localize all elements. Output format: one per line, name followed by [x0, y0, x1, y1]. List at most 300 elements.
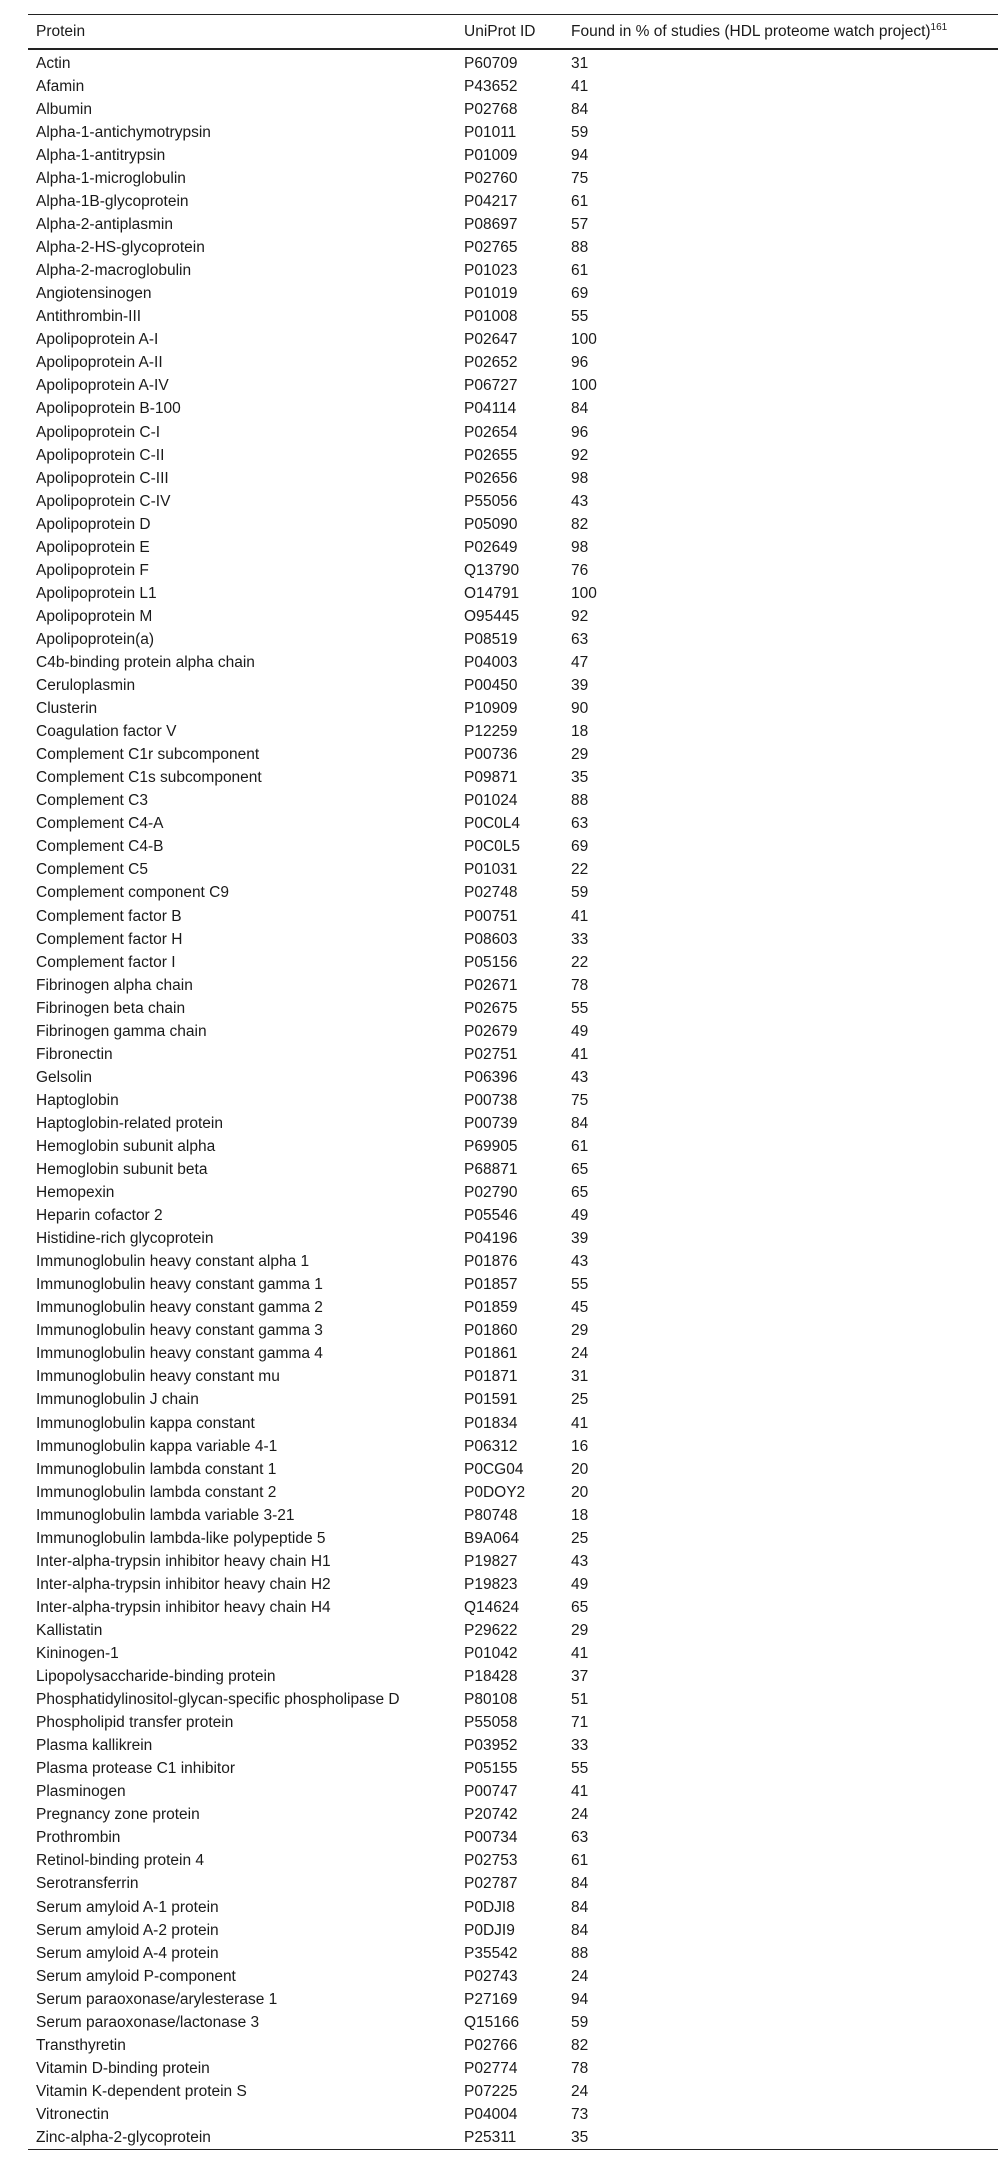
table-row: [28, 1412, 998, 1435]
table-row: [28, 674, 998, 697]
uniprot-id-cell: P05090: [464, 515, 518, 533]
found-percent-cell: 73: [571, 2105, 589, 2123]
table-row: [28, 605, 998, 628]
table-row: [28, 421, 998, 444]
uniprot-id-cell: P02654: [464, 423, 518, 441]
protein-name-cell: Hemoglobin subunit alpha: [36, 1137, 216, 1155]
uniprot-id-cell: P12259: [464, 723, 518, 741]
protein-name-cell: Apolipoprotein F: [36, 561, 149, 579]
table-row: [28, 1297, 998, 1320]
table-row: [28, 2057, 998, 2080]
uniprot-id-cell: P29622: [464, 1621, 518, 1639]
table-row: [28, 1850, 998, 1873]
table-row: [28, 444, 998, 467]
uniprot-id-cell: P0DOY2: [464, 1483, 526, 1501]
table-row: [28, 513, 998, 536]
found-percent-cell: 24: [571, 1345, 589, 1363]
table-row: [28, 490, 998, 513]
uniprot-id-cell: P18428: [464, 1668, 518, 1686]
found-percent-cell: 41: [571, 1645, 589, 1662]
table-row: [28, 582, 998, 605]
found-percent-cell: 29: [571, 1322, 589, 1340]
found-percent-cell: 35: [563, 2126, 998, 2150]
table-row: [28, 743, 998, 766]
table-row: [28, 1066, 998, 1089]
protein-name-cell: Apolipoprotein D: [36, 515, 151, 533]
found-percent-cell: 100: [571, 584, 597, 602]
table-row: [28, 859, 998, 882]
uniprot-id-cell: P20742: [464, 1806, 518, 1824]
uniprot-id-cell: P01860: [464, 1322, 518, 1340]
protein-name-cell: Hemopexin: [36, 1184, 115, 1202]
protein-name-cell: Transthyretin: [36, 2036, 126, 2054]
table-row: [28, 1642, 998, 1665]
uniprot-id-cell: P55056: [464, 492, 518, 510]
found-percent-cell: 82: [571, 515, 589, 533]
protein-name-cell: Apolipoprotein C-II: [36, 446, 165, 464]
uniprot-id-cell: P00734: [464, 1829, 518, 1847]
table-row: [28, 1596, 998, 1619]
uniprot-id-cell: P02790: [464, 1184, 518, 1202]
protein-name-cell: Immunoglobulin kappa variable 4-1: [36, 1437, 278, 1455]
uniprot-id-cell: Q14624: [464, 1598, 520, 1616]
found-percent-cell: 75: [571, 1091, 589, 1109]
table-row: [28, 1965, 998, 1988]
uniprot-id-cell: P68871: [464, 1161, 518, 1179]
table-row: [28, 1550, 998, 1573]
table-row: [28, 1711, 998, 1734]
table-row: [28, 1343, 998, 1366]
table-row: [28, 882, 998, 905]
uniprot-id-cell: P08603: [464, 930, 518, 948]
uniprot-id-cell: P19823: [464, 1575, 518, 1593]
uniprot-id-cell: O14791: [464, 584, 520, 602]
table-row: [28, 467, 998, 490]
protein-name-cell: Gelsolin: [36, 1068, 92, 1086]
uniprot-id-cell: P0C0L4: [464, 815, 521, 833]
protein-name-cell: Apolipoprotein A-II: [36, 354, 163, 372]
table-row: [28, 951, 998, 974]
protein-name-cell: Alpha-1-antitrypsin: [36, 146, 166, 164]
protein-name-cell: Apolipoprotein E: [36, 538, 150, 556]
protein-name-cell: Kininogen-1: [36, 1645, 119, 1662]
protein-name-cell: Vitamin D-binding protein: [36, 2059, 210, 2077]
protein-name-cell: Fibrinogen alpha chain: [36, 976, 193, 994]
table-row: [28, 144, 998, 167]
protein-name-cell: Fibronectin: [36, 1045, 113, 1063]
protein-name-cell: Alpha-1B-glycoprotein: [36, 193, 189, 211]
table-row: [28, 1435, 998, 1458]
found-percent-cell: 41: [571, 77, 589, 95]
protein-name-cell: Complement C1s subcomponent: [36, 769, 262, 787]
protein-name-cell: Serum paraoxonase/lactonase 3: [36, 2013, 260, 2031]
uniprot-id-cell: P69905: [464, 1137, 518, 1155]
found-percent-cell: 55: [571, 999, 589, 1017]
protein-name-cell: Apolipoprotein C-III: [36, 469, 169, 487]
uniprot-id-cell: P02760: [464, 170, 518, 187]
uniprot-id-cell: P04196: [464, 1230, 518, 1248]
found-percent-cell: 25: [571, 1391, 589, 1409]
found-percent-cell: 24: [571, 2082, 589, 2100]
uniprot-id-cell: P01011: [464, 123, 517, 141]
table-row: [28, 398, 998, 421]
header-row: [28, 15, 998, 50]
protein-name-cell: Complement C5: [36, 861, 148, 879]
protein-name-cell: Clusterin: [36, 700, 98, 718]
protein-name-cell: Immunoglobulin heavy constant gamma 1: [36, 1276, 323, 1294]
found-percent-cell: 57: [571, 216, 589, 234]
found-percent-cell: 22: [571, 861, 589, 879]
table-row: [28, 928, 998, 951]
uniprot-id-cell: P02675: [464, 999, 518, 1017]
uniprot-id-cell: P02787: [464, 1875, 518, 1893]
protein-name-cell: Plasma kallikrein: [36, 1737, 153, 1755]
uniprot-id-cell: P0DJI8: [464, 1898, 515, 1916]
found-percent-cell: 18: [571, 723, 589, 741]
table-row: [28, 1020, 998, 1043]
uniprot-id-cell: Q13790: [464, 561, 520, 579]
found-percent-cell: 75: [571, 170, 589, 187]
found-percent-cell: 88: [571, 792, 589, 810]
protein-name-cell: Immunoglobulin lambda-like polypeptide 5: [36, 1529, 326, 1547]
header-found-reference: 161: [930, 21, 948, 33]
found-percent-cell: 43: [571, 1068, 589, 1086]
found-percent-cell: 55: [571, 1276, 589, 1294]
table-row: [28, 75, 998, 98]
table-row: [28, 352, 998, 375]
found-percent-cell: 43: [571, 492, 589, 510]
protein-name-cell: Immunoglobulin lambda constant 2: [36, 1483, 277, 1501]
found-percent-cell: 84: [571, 400, 589, 418]
uniprot-id-cell: P43652: [464, 77, 518, 95]
uniprot-id-cell: P01834: [464, 1414, 518, 1432]
protein-name-cell: Haptoglobin: [36, 1091, 119, 1109]
uniprot-id-cell: P06312: [464, 1437, 518, 1455]
protein-name-cell: Ceruloplasmin: [36, 677, 136, 695]
table-row: [28, 1827, 998, 1850]
protein-name-cell: Immunoglobulin heavy constant gamma 3: [36, 1322, 323, 1340]
found-percent-cell: 88: [571, 239, 589, 257]
protein-name-cell: Complement C3: [36, 792, 148, 810]
found-percent-cell: 61: [571, 262, 589, 280]
found-percent-cell: 78: [571, 976, 589, 994]
protein-name-cell: Immunoglobulin kappa constant: [36, 1414, 255, 1432]
found-percent-cell: 55: [571, 1760, 589, 1778]
found-percent-cell: 100: [571, 377, 597, 395]
uniprot-id-cell: P35542: [464, 1944, 518, 1962]
protein-name-cell: Heparin cofactor 2: [36, 1207, 163, 1225]
uniprot-id-cell: P02766: [464, 2036, 518, 2054]
uniprot-id-cell: P01023: [464, 262, 518, 280]
protein-name-cell: Apolipoprotein C-I: [36, 423, 161, 441]
found-percent-cell: 45: [571, 1299, 589, 1317]
found-percent-cell: 63: [571, 815, 589, 833]
uniprot-id-cell: P01859: [464, 1299, 518, 1317]
found-percent-cell: 16: [571, 1437, 589, 1455]
table-row: [28, 1781, 998, 1804]
table-row: [28, 1181, 998, 1204]
uniprot-id-cell: P01876: [464, 1253, 518, 1271]
protein-name-cell: Complement C1r subcomponent: [36, 746, 260, 764]
uniprot-id-cell: P02765: [464, 239, 518, 257]
protein-name-cell: Alpha-1-microglobulin: [36, 170, 186, 187]
table-row: [28, 329, 998, 352]
found-percent-cell: 84: [571, 100, 589, 118]
table-row: [28, 1665, 998, 1688]
table-row: [28, 282, 998, 305]
table-row: [28, 236, 998, 259]
found-percent-cell: 94: [571, 146, 589, 164]
uniprot-id-cell: Q15166: [464, 2013, 520, 2031]
protein-name-cell: Complement factor I: [36, 953, 176, 971]
found-percent-cell: 96: [571, 354, 589, 372]
protein-name-cell: Immunoglobulin heavy constant mu: [36, 1368, 280, 1386]
uniprot-id-cell: P19827: [464, 1552, 518, 1570]
uniprot-id-cell: P02751: [464, 1045, 518, 1063]
table-row: [28, 790, 998, 813]
table-row: [28, 1112, 998, 1135]
found-percent-cell: 94: [571, 1990, 589, 2008]
uniprot-id-cell: P02671: [464, 976, 518, 994]
table-row: [28, 1204, 998, 1227]
uniprot-id-cell: P00751: [464, 907, 518, 925]
protein-name-cell: Zinc-alpha-2-glycoprotein: [28, 2126, 456, 2150]
uniprot-id-cell: P80748: [464, 1506, 518, 1524]
found-percent-cell: 41: [571, 1414, 589, 1432]
table-row: [28, 720, 998, 743]
protein-name-cell: Hemoglobin subunit beta: [36, 1161, 208, 1179]
found-percent-cell: 20: [571, 1483, 589, 1501]
uniprot-id-cell: P02774: [464, 2059, 518, 2077]
uniprot-id-cell: P08697: [464, 216, 518, 234]
table-row: [28, 2103, 998, 2126]
protein-name-cell: Plasma protease C1 inhibitor: [36, 1760, 236, 1778]
protein-name-cell: Retinol-binding protein 4: [36, 1852, 205, 1870]
table-row: [28, 628, 998, 651]
found-percent-cell: 82: [571, 2036, 589, 2054]
uniprot-id-cell: P00747: [464, 1783, 518, 1801]
table-row: [28, 766, 998, 789]
found-percent-cell: 61: [571, 1852, 589, 1870]
found-percent-cell: 33: [571, 1737, 589, 1755]
protein-name-cell: Alpha-2-HS-glycoprotein: [36, 239, 205, 257]
found-percent-cell: 59: [571, 2013, 589, 2031]
table-row: [28, 997, 998, 1020]
table-row: [28, 1873, 998, 1896]
protein-name-cell: Prothrombin: [36, 1829, 121, 1847]
protein-name-cell: Apolipoprotein M: [36, 607, 153, 625]
protein-name-cell: Apolipoprotein A-IV: [36, 377, 169, 395]
protein-name-cell: Immunoglobulin heavy constant gamma 2: [36, 1299, 323, 1317]
found-percent-cell: 65: [571, 1184, 589, 1202]
uniprot-id-cell: P04003: [464, 653, 518, 671]
table-row: [28, 1389, 998, 1412]
table-row: [28, 1619, 998, 1642]
protein-name-cell: Alpha-1-antichymotrypsin: [36, 123, 211, 141]
protein-name-cell: Serum amyloid P-component: [36, 1967, 236, 1985]
found-percent-cell: 96: [571, 423, 589, 441]
table-header: [28, 15, 998, 50]
found-percent-cell: 37: [571, 1668, 589, 1686]
found-percent-cell: 78: [571, 2059, 589, 2077]
table-row: [28, 836, 998, 859]
table-row: [28, 1320, 998, 1343]
uniprot-id-cell: P02679: [464, 1022, 518, 1040]
protein-name-cell: Complement factor B: [36, 907, 182, 925]
found-percent-cell: 18: [571, 1506, 589, 1524]
uniprot-id-cell: P60709: [464, 54, 518, 72]
header-found-percent: [563, 15, 998, 50]
uniprot-id-cell: P07225: [464, 2082, 518, 2100]
table-row: [28, 1573, 998, 1596]
uniprot-id-cell: P06727: [464, 377, 518, 395]
uniprot-id-cell: P01031: [464, 861, 518, 879]
uniprot-id-cell: P01019: [464, 285, 518, 303]
protein-name-cell: Serum amyloid A-2 protein: [36, 1921, 219, 1939]
protein-name-cell: Complement factor H: [36, 930, 183, 948]
uniprot-id-cell: O95445: [464, 607, 520, 625]
protein-name-cell: Immunoglobulin heavy constant gamma 4: [36, 1345, 323, 1363]
protein-name-cell: Immunoglobulin heavy constant alpha 1: [36, 1253, 310, 1271]
found-percent-cell: 84: [571, 1114, 589, 1132]
table-row: [28, 259, 998, 282]
uniprot-id-cell: P01871: [464, 1368, 518, 1386]
found-percent-cell: 92: [571, 446, 589, 464]
found-percent-cell: 63: [571, 630, 589, 648]
protein-name-cell: Immunoglobulin J chain: [36, 1391, 199, 1409]
uniprot-id-cell: P0CG04: [464, 1460, 524, 1478]
uniprot-id-cell: P04217: [464, 193, 518, 211]
table-row: [28, 98, 998, 121]
protein-name-cell: Phosphatidylinositol-glycan-specific phospholipase D: [36, 1691, 400, 1709]
uniprot-id-cell: P05156: [464, 953, 518, 971]
table-row: [28, 974, 998, 997]
found-percent-cell: 20: [571, 1460, 589, 1478]
table-body: [28, 49, 998, 2150]
found-percent-cell: 61: [571, 1137, 589, 1155]
table-row: [28, 1135, 998, 1158]
table-row: [28, 306, 998, 329]
table-row: [28, 2126, 998, 2150]
table-row: [28, 1896, 998, 1919]
protein-table-container: [28, 14, 998, 2150]
protein-name-cell: Serum paraoxonase/arylesterase 1: [36, 1990, 278, 2008]
uniprot-id-cell: P02748: [464, 884, 518, 902]
uniprot-id-cell: P55058: [464, 1714, 518, 1732]
found-percent-cell: 51: [571, 1691, 589, 1709]
protein-name-cell: Alpha-2-antiplasmin: [36, 216, 173, 234]
table-row: [28, 2080, 998, 2103]
protein-name-cell: Inter-alpha-trypsin inhibitor heavy chain H2: [36, 1575, 331, 1593]
found-percent-cell: 43: [571, 1552, 589, 1570]
uniprot-id-cell: P0C0L5: [464, 838, 521, 856]
uniprot-id-cell: P05155: [464, 1760, 518, 1778]
table-row: [28, 1504, 998, 1527]
table-row: [28, 1527, 998, 1550]
uniprot-id-cell: P0DJI9: [464, 1921, 515, 1939]
table-row: [28, 1158, 998, 1181]
found-percent-cell: 39: [571, 1230, 589, 1248]
uniprot-id-cell: P01008: [464, 308, 518, 326]
table-row: [28, 651, 998, 674]
found-percent-cell: 92: [571, 607, 589, 625]
uniprot-id-cell: P09871: [464, 769, 518, 787]
found-percent-cell: 41: [571, 1045, 589, 1063]
protein-name-cell: Immunoglobulin lambda constant 1: [36, 1460, 277, 1478]
protein-name-cell: Fibrinogen beta chain: [36, 999, 186, 1017]
protein-name-cell: Histidine-rich glycoprotein: [36, 1230, 214, 1248]
found-percent-cell: 31: [571, 54, 589, 72]
protein-name-cell: Albumin: [36, 100, 92, 118]
table-row: [28, 1366, 998, 1389]
found-percent-cell: 39: [571, 677, 589, 695]
found-percent-cell: 29: [571, 746, 589, 764]
uniprot-id-cell: P00738: [464, 1091, 518, 1109]
uniprot-id-cell: P01857: [464, 1276, 518, 1294]
protein-name-cell: Apolipoprotein C-IV: [36, 492, 171, 510]
protein-name-cell: Antithrombin-III: [36, 308, 142, 326]
found-percent-cell: 84: [571, 1898, 589, 1916]
table-row: [28, 1458, 998, 1481]
found-percent-cell: 47: [571, 653, 589, 671]
protein-name-cell: Serum amyloid A-1 protein: [36, 1898, 219, 1916]
header-found-label: Found in % of studies (HDL proteome watch project): [571, 22, 931, 40]
protein-name-cell: Serum amyloid A-4 protein: [36, 1944, 219, 1962]
table-row: [28, 1688, 998, 1711]
table-row: [28, 49, 998, 75]
found-percent-cell: 90: [571, 700, 589, 718]
uniprot-id-cell: B9A064: [464, 1529, 520, 1547]
found-percent-cell: 49: [571, 1207, 589, 1225]
found-percent-cell: 76: [571, 561, 589, 579]
hdl-protein-table: [28, 14, 998, 2150]
protein-name-cell: Serotransferrin: [36, 1875, 139, 1893]
table-row: [28, 1734, 998, 1757]
protein-name-cell: Phospholipid transfer protein: [36, 1714, 234, 1732]
table-row: [28, 121, 998, 144]
table-row: [28, 1250, 998, 1273]
table-row: [28, 1227, 998, 1250]
table-row: [28, 1988, 998, 2011]
uniprot-id-cell: P00450: [464, 677, 518, 695]
found-percent-cell: 98: [571, 538, 589, 556]
protein-name-cell: Vitamin K-dependent protein S: [36, 2082, 247, 2100]
protein-name-cell: Actin: [36, 54, 71, 72]
uniprot-id-cell: P04114: [464, 400, 517, 418]
uniprot-id-cell: P01861: [464, 1345, 518, 1363]
table-row: [28, 1273, 998, 1296]
uniprot-id-cell: P06396: [464, 1068, 518, 1086]
table-row: [28, 167, 998, 190]
uniprot-id-cell: P01009: [464, 146, 518, 164]
protein-name-cell: Inter-alpha-trypsin inhibitor heavy chain H1: [36, 1552, 331, 1570]
uniprot-id-cell: P27169: [464, 1990, 518, 2008]
protein-name-cell: Haptoglobin-related protein: [36, 1114, 223, 1132]
uniprot-id-cell: P01024: [464, 792, 518, 810]
protein-name-cell: Fibrinogen gamma chain: [36, 1022, 207, 1040]
protein-name-cell: Apolipoprotein A-I: [36, 331, 159, 349]
found-percent-cell: 35: [571, 769, 589, 787]
protein-name-cell: Plasminogen: [36, 1783, 126, 1801]
uniprot-id-cell: P01591: [464, 1391, 518, 1409]
uniprot-id-cell: P00736: [464, 746, 518, 764]
found-percent-cell: 41: [571, 907, 589, 925]
found-percent-cell: 69: [571, 838, 589, 856]
uniprot-id-cell: P10909: [464, 700, 518, 718]
found-percent-cell: 22: [571, 953, 589, 971]
protein-name-cell: Kallistatin: [36, 1621, 103, 1639]
table-row: [28, 213, 998, 236]
